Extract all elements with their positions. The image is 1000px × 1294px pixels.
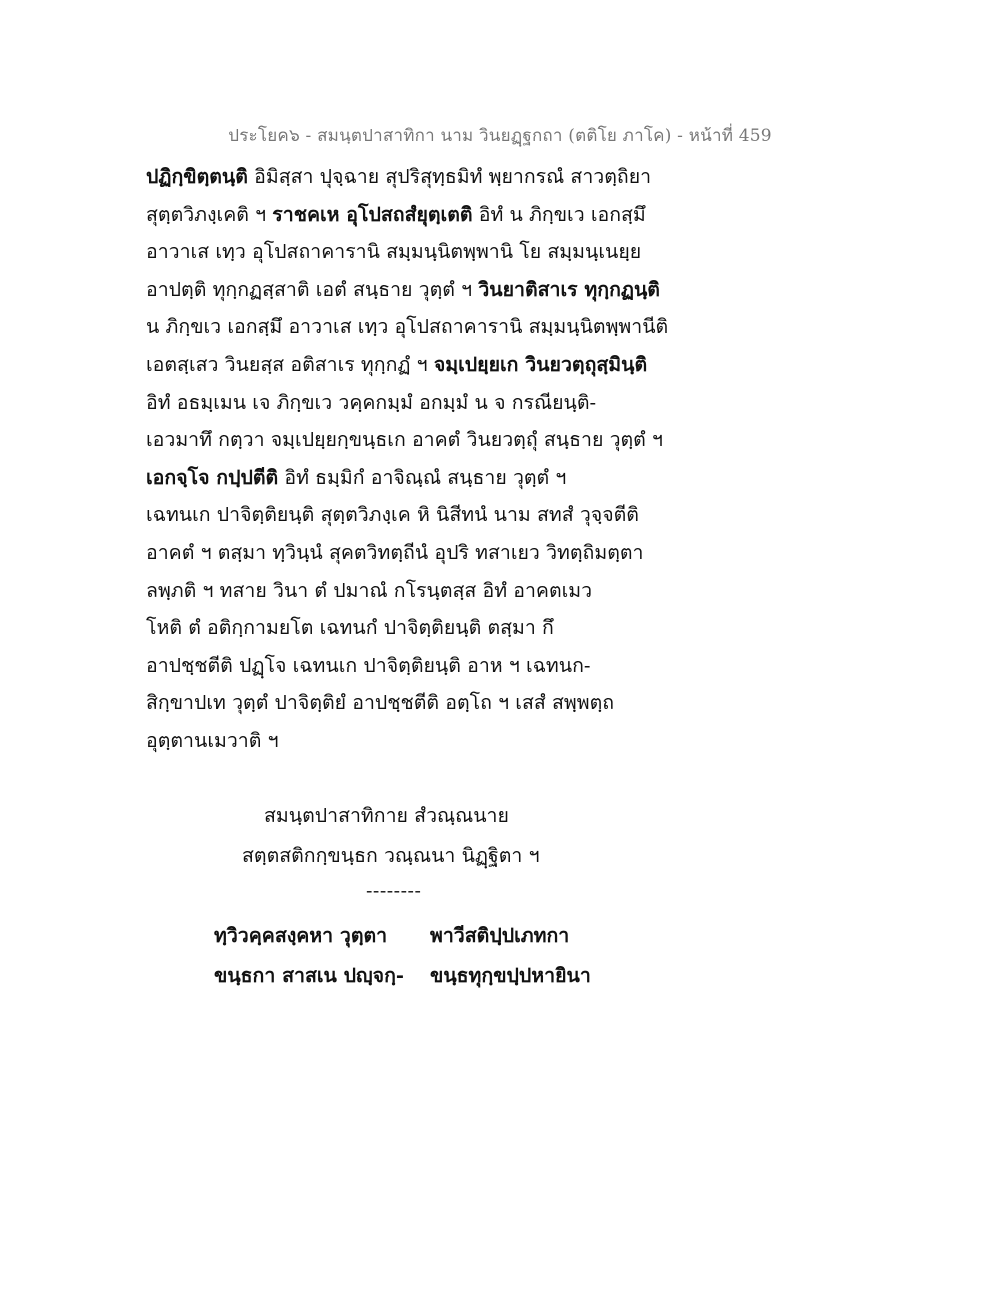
text-segment: ลพฺภติ ฯ ทสาย วินา ตํ ปมาณํ กโรนฺตสฺส อิทํ อาคตเมว — [146, 578, 593, 602]
text-segment: อิทํ น ภิกฺขเว เอกสฺมึ — [472, 202, 646, 226]
section-divider: -------- — [366, 880, 422, 902]
bold-term: ราชคเห อุโปสถสํยุตฺเตติ — [272, 202, 473, 226]
colophon-line-2: สตฺตสติกกฺขนฺธก วณฺณนา นิฏฺฐิตา ฯ — [242, 844, 540, 867]
bold-term: จมฺเปยฺยเก วินยวตฺถุสฺมินฺติ — [433, 352, 648, 376]
text-segment: อิมิสฺสา ปุจฺฉาย สุปริสุทฺธมิทํ พฺยากรณํ สาวตฺถิยา — [247, 165, 652, 188]
text-segment: เฉทนเก ปาจิตฺติยนฺติ สุตฺตวิภงฺเค หิ นิสีทนํ นาม สทสํ วุจฺจตีติ — [146, 503, 639, 527]
text-line — [146, 459, 866, 497]
text-segment: อาปตฺติ ทุกฺกฏสฺสาติ เอตํ สนฺธาย วุตฺตํ ฯ — [146, 277, 479, 301]
text-line — [146, 609, 866, 647]
text-segment: อุตฺตานเมวาติ ฯ — [146, 728, 279, 752]
bold-term: วินยาติสาเร ทุกฺกฏนฺติ — [478, 277, 660, 301]
text-line — [146, 233, 866, 271]
text-line — [146, 496, 866, 534]
verse-row2-left: ขนฺธกา สาสเน ปญฺจกฺ- — [214, 964, 404, 987]
text-line — [146, 722, 866, 760]
text-line — [146, 647, 866, 685]
text-segment: อาคตํ ฯ ตสฺมา ทฺวินฺนํ สุคตวิทตฺถีนํ อุปริ ทสาเยว วิทตฺถิมตฺตา — [146, 540, 644, 564]
text-line — [146, 271, 866, 309]
text-segment: อาปชฺชตีติ ปฏฺโจ เฉทนเก ปาจิตฺติยนฺติ อาห ฯ เฉทนก- — [146, 653, 591, 677]
text-segment: เอตสฺเสว วินยสฺส อติสาเร ทุกฺกฏํ ฯ — [146, 352, 434, 376]
text-segment: น ภิกฺขเว เอกสฺมึ อาวาเส เทฺว อุโปสถาคารานิ สมฺมนฺนิตพฺพานีติ — [146, 315, 669, 339]
text-line — [146, 158, 866, 196]
text-segment: อิทํ ธมฺมิกํ อาจิณฺณํ สนฺธาย วุตฺตํ ฯ — [278, 465, 567, 489]
text-segment: อาวาเส เทฺว อุโปสถาคารานิ สมฺมนฺนิตพฺพานิ โย สมฺมนฺเนยฺย — [146, 240, 642, 264]
verse-row2-right: ขนฺธทุกฺขปฺปหายินา — [430, 964, 591, 987]
text-line — [146, 684, 866, 722]
text-segment: สิกฺขาปเท วุตฺตํ ปาจิตฺติยํ อาปชฺชตีติ อตฺโถ ฯ เสสํ สพฺพตฺถ — [146, 691, 615, 715]
text-segment: โหติ ตํ อติกฺกามยโต เฉทนกํ ปาจิตฺติยนฺติ ตสฺมา กึ — [146, 616, 554, 640]
text-line — [146, 384, 866, 422]
text-line — [146, 534, 866, 572]
running-header: ประโยค๖ - สมนฺตปาสาทิกา นาม วินยฏฺฐกถา (ตติโย ภาโค) - หน้าที่ 459 — [228, 126, 772, 146]
text-line — [146, 421, 866, 459]
text-segment: เอวมาทึ กตฺวา จมฺเปยฺยกฺขนฺธเก อาคตํ วินยวตฺถุํ สนฺธาย วุตฺตํ ฯ — [146, 428, 663, 452]
verse-row1-right: พาวีสติปฺปเภทกา — [430, 924, 570, 947]
main-text — [146, 158, 866, 760]
colophon-line-1: สมนฺตปาสาทิกาย สํวณฺณนาย — [264, 804, 509, 827]
text-segment: อิทํ อธมฺเมน เจ ภิกฺขเว วคฺคกมฺมํ อกมฺมํ น จ กรณียนฺติ- — [146, 390, 597, 414]
bold-term: ปฏิกฺขิตฺตนฺติ — [146, 165, 248, 188]
text-line — [146, 196, 866, 234]
bold-term: เอกจฺโจ กปฺปตีติ — [146, 465, 279, 489]
text-line — [146, 346, 866, 384]
text-line — [146, 572, 866, 610]
text-segment: สุตฺตวิภงฺเคติ ฯ — [146, 202, 273, 226]
verse-row1-left: ทฺวิวคฺคสงฺคหา วุตฺตา — [214, 924, 388, 947]
text-line — [146, 308, 866, 346]
